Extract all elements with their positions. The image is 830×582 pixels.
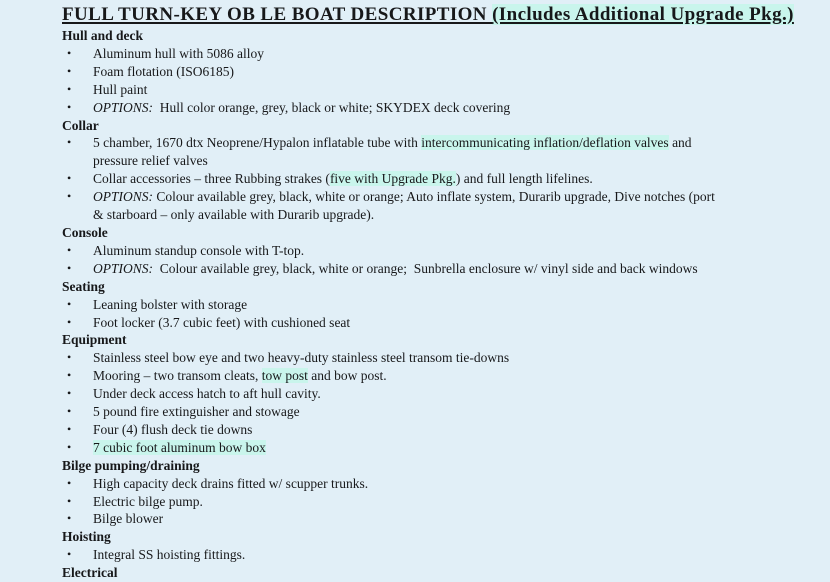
- document-body: [62, 27, 814, 582]
- bullet-item: [62, 421, 814, 439]
- bullet-item-text: [93, 349, 509, 367]
- highlighted-text: tow post: [261, 368, 308, 384]
- bullet-item-text: [93, 475, 368, 493]
- bullet-item-text: [93, 45, 264, 63]
- text-segment: Collar accessories – three Rubbing strakes (: [93, 171, 330, 187]
- highlighted-text: intercommunicating inflation/deflation valves: [421, 135, 669, 151]
- bullet-icon: •: [67, 421, 72, 436]
- bullet-icon: •: [67, 368, 72, 383]
- bullet-item-text: [93, 296, 247, 314]
- text-segment: Bilge blower: [93, 511, 164, 527]
- text-segment: & starboard – only available with Durarib upgrade).: [93, 207, 375, 223]
- text-segment: Under deck access hatch to aft hull cavity.: [93, 386, 321, 402]
- bullet-item: [62, 242, 814, 260]
- bullet-icon: •: [67, 171, 72, 186]
- bullet-icon: •: [67, 314, 72, 329]
- bullet-icon: •: [67, 63, 72, 78]
- bullet-item-text: [93, 367, 387, 385]
- bullet-item-text: [93, 63, 234, 81]
- bullet-item: [62, 349, 814, 367]
- bullet-icon: •: [67, 99, 72, 114]
- bullet-item-text: [93, 207, 374, 222]
- text-segment: Hull color orange, grey, black or white; SKYDEX deck covering: [153, 99, 511, 115]
- bullet-item: [62, 403, 814, 421]
- bullet-icon: •: [67, 386, 72, 401]
- document-title-text: FULL TURN-KEY OB LE BOAT DESCRIPTION: [62, 4, 493, 25]
- bullet-item-text: [93, 153, 208, 168]
- bullet-item: [62, 314, 814, 332]
- bullet-item: [62, 260, 814, 278]
- text-segment: 5 pound fire extinguisher and stowage: [93, 404, 300, 420]
- text-segment: Integral SS hoisting fittings.: [93, 547, 246, 563]
- bullet-item: [62, 510, 814, 528]
- bullet-icon: •: [67, 511, 72, 526]
- bullet-item: [62, 63, 814, 81]
- section-heading: Bilge pumping/draining: [62, 457, 200, 473]
- document-title: [62, 3, 814, 27]
- bullet-icon: •: [67, 189, 72, 204]
- text-segment: Leaning bolster with storage: [93, 296, 248, 312]
- bullet-icon: •: [67, 439, 72, 454]
- bullet-item-text: [93, 403, 300, 421]
- bullet-item: [62, 546, 814, 564]
- highlighted-text: five with Upgrade Pkg.: [329, 171, 456, 187]
- bullet-icon: •: [67, 81, 72, 96]
- text-segment: and: [668, 135, 692, 151]
- bullet-icon: •: [67, 350, 72, 365]
- text-segment: Aluminum hull with 5086 alloy: [93, 45, 264, 61]
- text-segment: Foot locker (3.7 cubic feet) with cushioned seat: [93, 314, 351, 330]
- text-segment: OPTIONS:: [93, 189, 153, 205]
- bullet-icon: •: [67, 404, 72, 419]
- text-segment: Hull paint: [93, 81, 148, 97]
- section-heading: Electrical: [62, 565, 118, 581]
- bullet-item: [62, 134, 814, 152]
- bullet-item-text: [93, 421, 252, 439]
- bullet-item: [62, 296, 814, 314]
- bullet-item-text: [93, 242, 304, 260]
- bullet-item: [62, 385, 814, 403]
- bullet-icon: •: [67, 135, 72, 150]
- bullet-item-text: [93, 134, 692, 152]
- bullet-item-text: [93, 260, 698, 278]
- text-segment: and bow post.: [307, 368, 387, 384]
- document-title-highlighted-text: (Includes Additional Upgrade Pkg.): [492, 4, 794, 25]
- bullet-icon: •: [67, 260, 72, 275]
- section-heading: Console: [62, 224, 108, 240]
- bullet-icon: •: [67, 475, 72, 490]
- section-heading: Hoisting: [62, 529, 111, 545]
- bullet-item: [62, 99, 814, 117]
- bullet-item-text: [93, 170, 593, 188]
- bullet-item-continuation: [62, 206, 814, 224]
- text-segment: Aluminum standup console with T-top.: [93, 242, 305, 258]
- bullet-item: [62, 439, 814, 457]
- bullet-item-text: [93, 546, 245, 564]
- bullet-item-text: [93, 188, 715, 206]
- bullet-item-text: [93, 99, 510, 117]
- bullet-item-text: [93, 439, 266, 457]
- text-segment: Foam flotation (ISO6185): [93, 63, 234, 79]
- bullet-icon: •: [67, 296, 72, 311]
- bullet-icon: •: [67, 547, 72, 562]
- text-segment: Electric bilge pump.: [93, 493, 203, 509]
- bullet-icon: •: [67, 45, 72, 60]
- section-heading: Seating: [62, 278, 105, 294]
- bullet-item: [62, 45, 814, 63]
- section-heading: Collar: [62, 117, 99, 133]
- bullet-item-text: [93, 314, 350, 332]
- text-segment: OPTIONS:: [93, 260, 153, 276]
- text-segment: Stainless steel bow eye and two heavy-duty stainless steel transom tie-downs: [93, 350, 510, 366]
- bullet-item-continuation: [62, 152, 814, 170]
- bullet-item: [62, 475, 814, 493]
- text-segment: Mooring – two transom cleats,: [93, 368, 262, 384]
- bullet-icon: •: [67, 493, 72, 508]
- bullet-item-text: [93, 81, 147, 99]
- text-segment: Four (4) flush deck tie downs: [93, 421, 253, 437]
- text-segment: Colour available grey, black, white or orange; Auto inflate system, Durarib upgrade, Dive notches (port: [153, 189, 715, 205]
- highlighted-text: 7 cubic foot aluminum bow box: [93, 439, 266, 455]
- section-heading: Equipment: [62, 332, 127, 348]
- text-segment: Colour available grey, black, white or orange; Sunbrella enclosure w/ vinyl side and back windows: [153, 260, 698, 276]
- bullet-item: [62, 367, 814, 385]
- bullet-item-text: [93, 510, 163, 528]
- text-segment: OPTIONS:: [93, 99, 153, 115]
- bullet-item: [62, 81, 814, 99]
- bullet-item: [62, 188, 814, 206]
- text-segment: 5 chamber, 1670 dtx Neoprene/Hypalon inflatable tube with: [93, 135, 422, 151]
- bullet-icon: •: [67, 242, 72, 257]
- bullet-item-text: [93, 385, 321, 403]
- bullet-item-text: [93, 493, 203, 511]
- bullet-item: [62, 493, 814, 511]
- text-segment: ) and full length lifelines.: [455, 171, 593, 187]
- text-segment: pressure relief valves: [93, 153, 208, 169]
- bullet-item: [62, 170, 814, 188]
- section-heading: Hull and deck: [62, 28, 144, 43]
- text-segment: High capacity deck drains fitted w/ scupper trunks.: [93, 475, 369, 491]
